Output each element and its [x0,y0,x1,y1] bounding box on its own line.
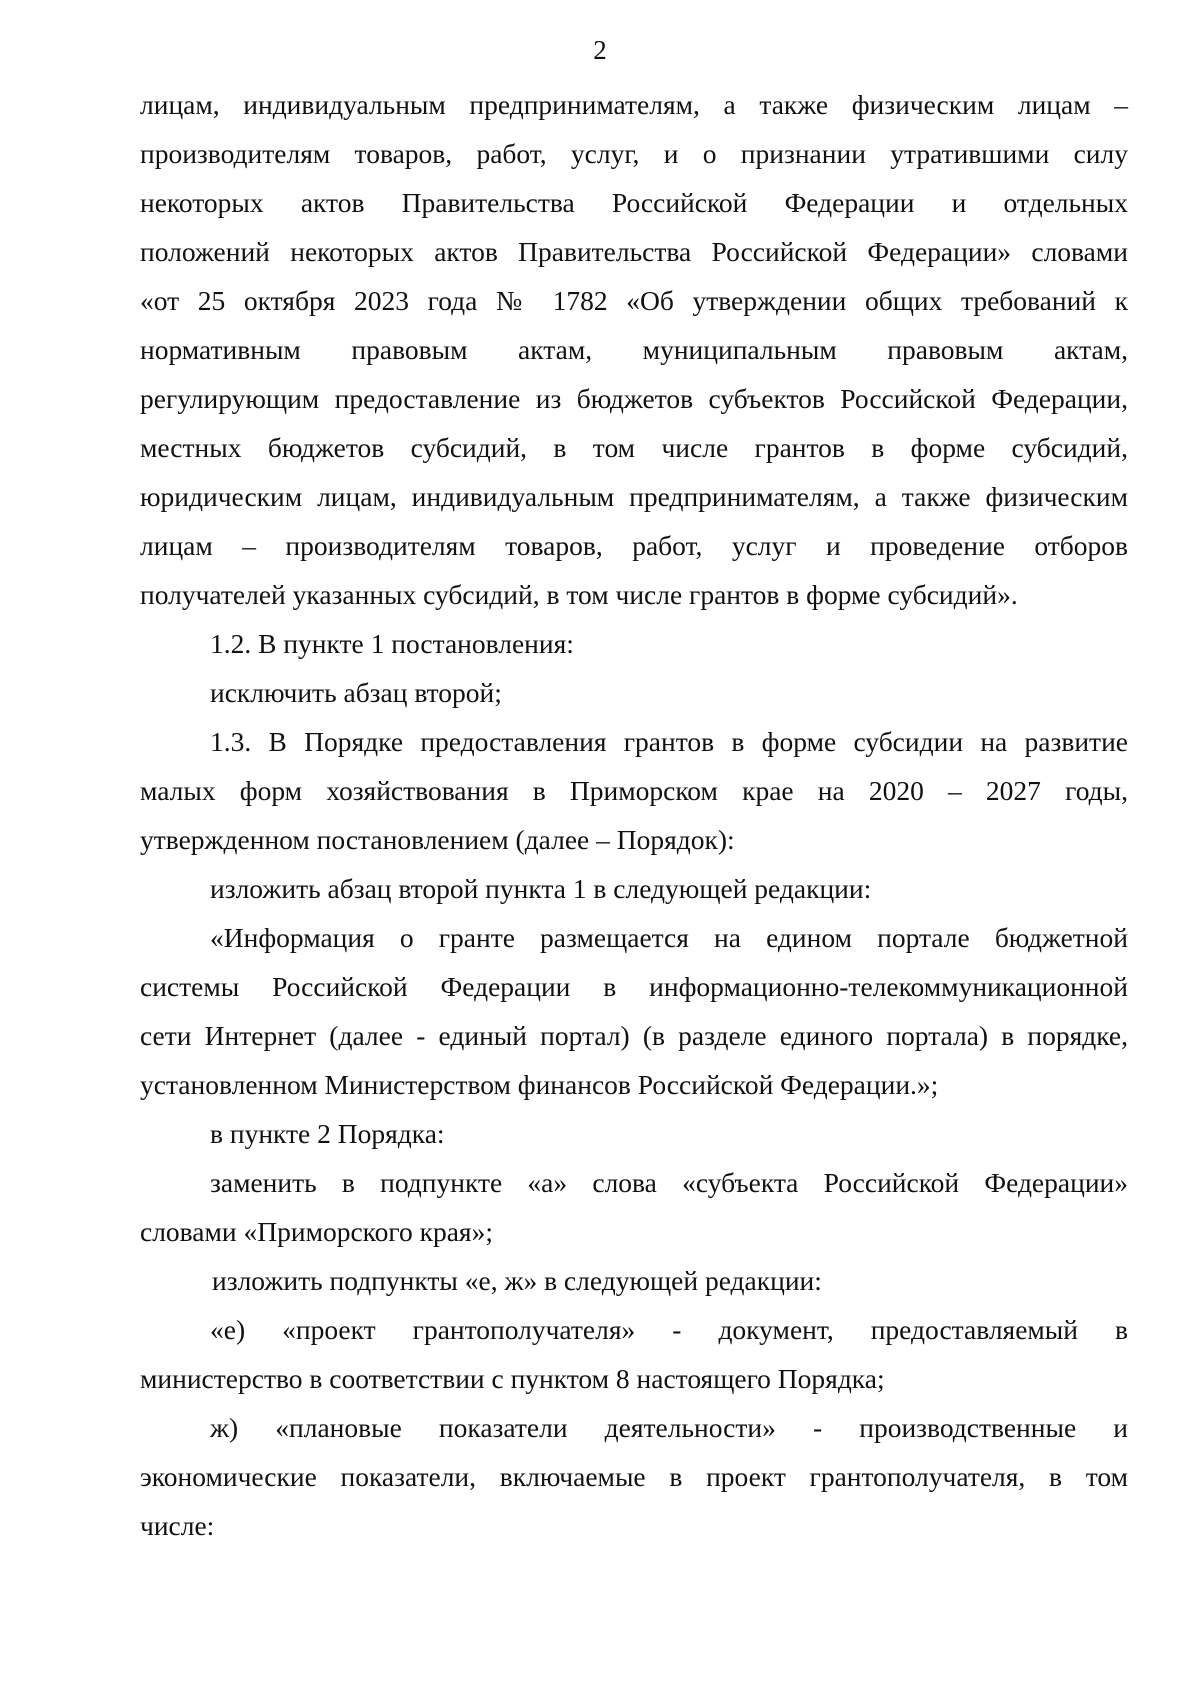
text-line: юридическим лицам, индивидуальным предпринимателям, а также физическим [140,481,1128,512]
text-line: малых форм хозяйствования в Приморском крае на 2020 – 2027 годы, [140,775,1128,806]
text-line: заменить в подпункте «а» слова «субъекта Российской Федерации» [210,1167,1128,1198]
text-line: изложить подпункты «е, ж» в следующей редакции: [212,1265,822,1296]
text-line: системы Российской Федерации в информационно-телекоммуникационной [140,971,1128,1002]
text-line: словами «Приморского края»; [140,1216,493,1247]
paragraph-1-2: 1.2. В пункте 1 постановления: [210,628,574,659]
text-line: министерство в соответствии с пунктом 8 настоящего Порядка; [140,1363,885,1394]
text-line: «от 25 октября 2023 года № 1782 «Об утверждении общих требований к [140,285,1128,316]
page-number: 2 [593,35,607,65]
text-line: некоторых актов Правительства Российской Федерации и отдельных [140,187,1128,218]
subitem-zh: ж) «плановые показатели деятельности» - производственные и [210,1412,1128,1443]
subitem-e: «е) «проект грантополучателя» - документ, предоставляемый в [210,1314,1128,1345]
paragraph-1-3: 1.3. В Порядке предоставления грантов в форме субсидии на развитие [210,726,1128,757]
quoted-paragraph: «Информация о гранте размещается на едином портале бюджетной [210,922,1128,953]
text-line: производителям товаров, работ, услуг, и о признании утратившими силу [140,138,1128,169]
text-line: местных бюджетов субсидий, в том числе грантов в форме субсидий, [140,432,1128,463]
text-line: экономические показатели, включаемые в проект грантополучателя, в том [140,1461,1128,1492]
text-line: получателей указанных субсидий, в том числе грантов в форме субсидий». [140,579,1018,610]
document-body [140,80,1128,1550]
text-line: в пункте 2 Порядка: [210,1118,445,1149]
text-line: числе: [140,1510,215,1541]
text-line: лицам, индивидуальным предпринимателям, а также физическим лицам – [140,89,1128,120]
text-line: лицам – производителям товаров, работ, услуг и проведение отборов [140,530,1128,561]
text-line: нормативным правовым актам, муниципальным правовым актам, [140,334,1128,365]
text-line: утвержденном постановлением (далее – Порядок): [140,824,735,855]
text-line: сети Интернет (далее - единый портал) (в разделе единого портала) в порядке, [140,1020,1128,1051]
text-line: установленном Министерством финансов Российской Федерации.»; [140,1069,939,1100]
text-line: положений некоторых актов Правительства Российской Федерации» словами [140,236,1128,267]
text-line: исключить абзац второй; [210,677,502,708]
text-line: регулирующим предоставление из бюджетов субъектов Российской Федерации, [140,383,1128,414]
text-line: изложить абзац второй пункта 1 в следующей редакции: [210,873,872,904]
